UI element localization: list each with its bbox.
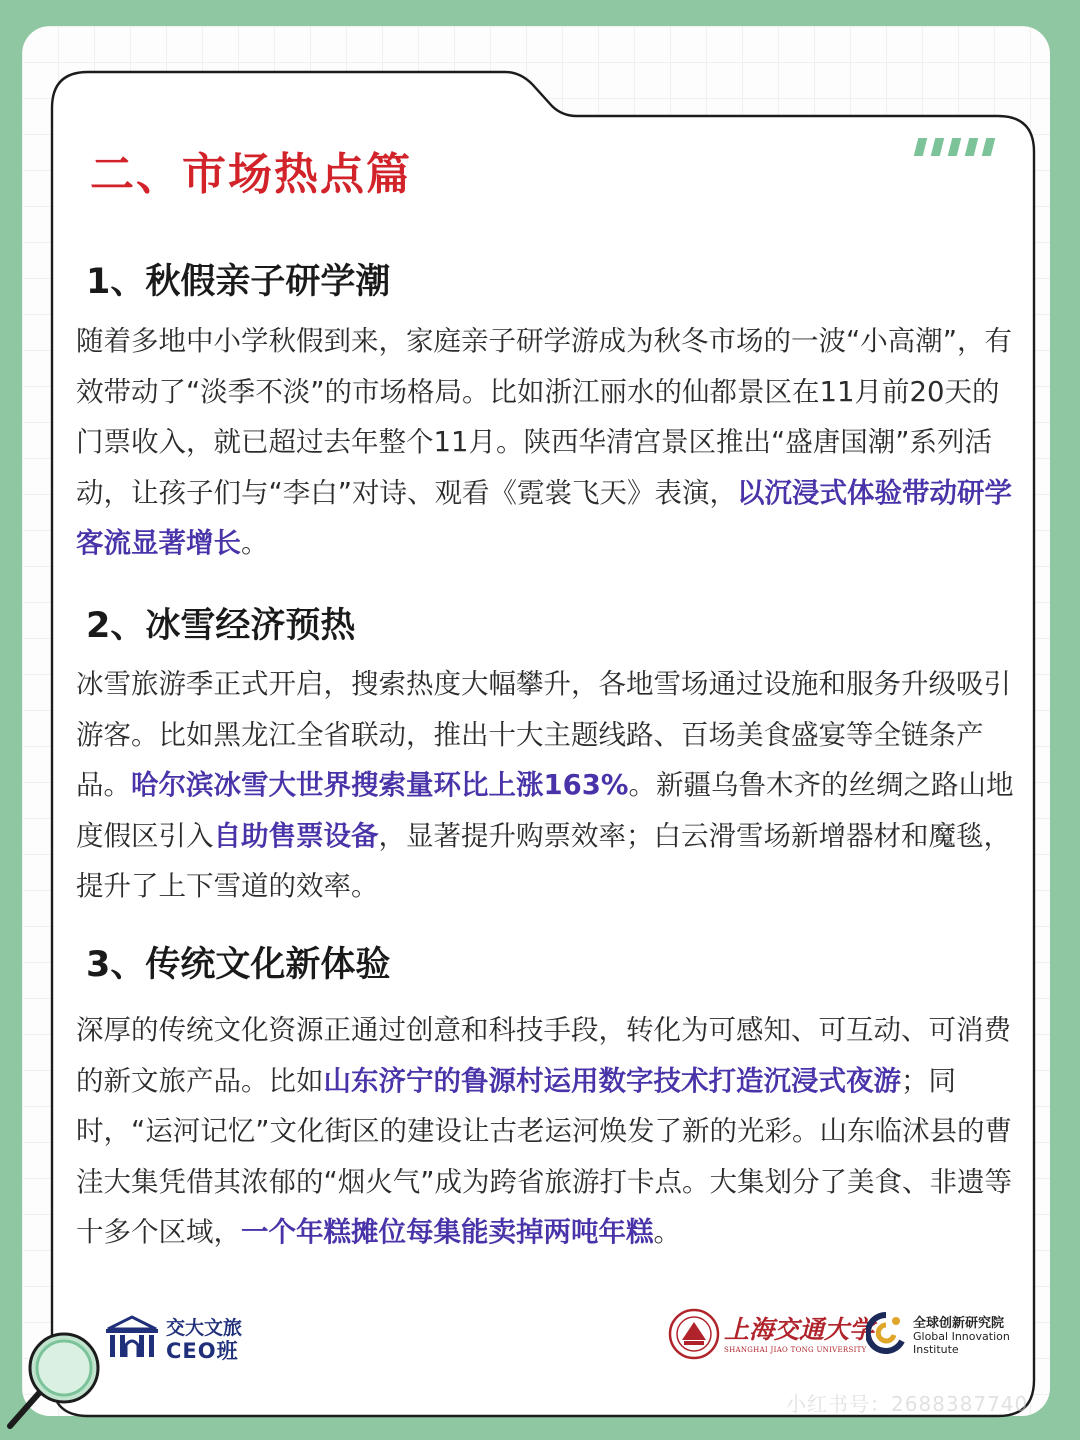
magnifier-icon (0, 1322, 110, 1432)
gii-logo-icon (866, 1311, 906, 1355)
page-title: 二、市场热点篇 (90, 149, 412, 200)
brand-subname: CEO班 (166, 1339, 239, 1363)
highlighted-text: 一个年糕摊位每集能卖掉两吨年糕 (241, 1216, 654, 1248)
section-body (76, 1005, 1021, 1258)
body-text: 。 (241, 527, 269, 559)
highlighted-text: 山东济宁的鲁源村运用数字技术打造沉浸式夜游 (323, 1064, 901, 1097)
institute-english-line1: Global Innovation (913, 1330, 1010, 1343)
section-body (76, 316, 1021, 569)
body-text: 冰雪旅游季正式开启，搜索热度大幅攀升，各地雪场通过设施和服务升级吸引游客。比如黑龙江全省联动，推出十大主题线路、百场美食盛宴等全链条产品。 (76, 668, 1011, 801)
highlighted-text: 自助售票设备 (213, 819, 379, 852)
brand-name: 交大文旅 (166, 1317, 243, 1339)
institute-english-line2: Institute (913, 1343, 959, 1356)
highlighted-text: 哈尔滨冰雪大世界搜索量环比上涨163% (131, 769, 629, 801)
section-heading: 1、秋假亲子研学潮 (86, 262, 391, 302)
body-text: 随着多地中小学秋假到来，家庭亲子研学游成为秋冬市场的一波“小高潮”，有效带动了“淡季不淡”的市场格局。比如浙江丽水的仙都景区在11月前20天的门票收入，就已超过去年整个11月。陕西华清宫景区推出“盛唐国潮”系列活动，让孩子们与“李白”对诗、观看《霓裳飞天》表演， (76, 325, 1012, 509)
section-heading: 2、冰雪经济预热 (86, 606, 356, 646)
body-text: ；同时，“运河记忆”文化街区的建设让古老运河焕发了新的光彩。山东临沭县的曹洼大集凭借其浓郁的“烟火气”成为跨省旅游打卡点。大集划分了美食、非遗等十多个区域， (76, 1064, 1012, 1248)
section-heading: 3、传统文化新体验 (86, 945, 391, 985)
highlighted-text: 以沉浸式体验带动研学客流显著增长 (76, 476, 1012, 559)
section-body (76, 659, 1021, 912)
watermark: 小红书号：2688387740 (786, 1392, 1029, 1416)
body-text: 。新疆乌鲁木齐的丝绸之路山地度假区引入 (76, 769, 1014, 852)
institute-name: 全球创新研究院 (913, 1316, 1005, 1331)
sjtu-seal-icon (668, 1308, 720, 1360)
university-name: 上海交通大学 (724, 1315, 875, 1344)
body-text: 。 (653, 1216, 681, 1248)
gate-logo-icon (104, 1315, 160, 1359)
body-text: ，显著提升购票效率；白云滑雪场新增器材和魔毯，提升了上下雪道的效率。 (76, 819, 1011, 902)
university-english-name: SHANGHAI JIAO TONG UNIVERSITY (724, 1346, 867, 1354)
body-text: 深厚的传统文化资源正通过创意和科技手段，转化为可感知、可互动、可消费的新文旅产品。比如 (76, 1014, 1011, 1097)
